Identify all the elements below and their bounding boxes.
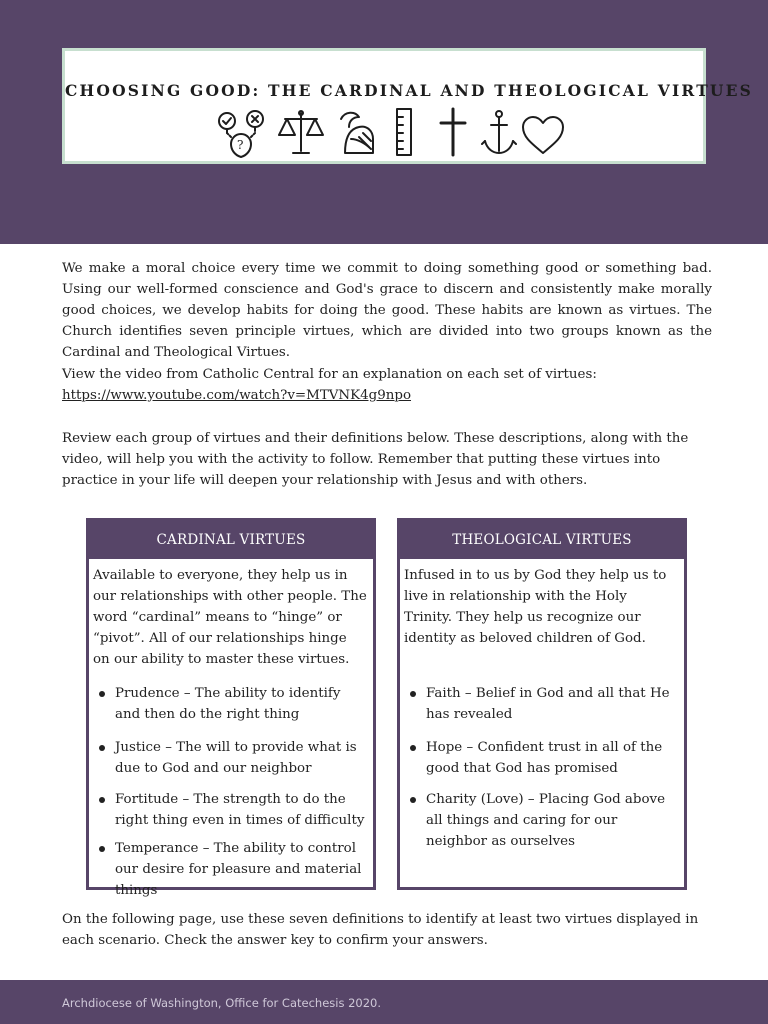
justice-scales-icon xyxy=(279,111,323,153)
page-title: CHOOSING GOOD: THE CARDINAL AND THEOLOGICAL VIRTUES xyxy=(65,81,754,100)
cardinal-virtues-box xyxy=(86,518,376,898)
list-item-hope: Hope – Confident trust in all of the good that God has promised xyxy=(408,737,676,779)
intro-paragraph: We make a moral choice every time we commit to doing something good or something bad. Using our well-formed conscience and God's grace to discern and consistently make morally good choices, we develop habits for doing the good. These habits are known as virtues. The Church identifies seven principle virtues, which are divided into two groups known as the Cardinal and Theological Virtues. xyxy=(62,261,712,360)
video-paragraph xyxy=(62,364,712,406)
list-item-temperance: Temperance – The ability to control our desire for pleasure and material things xyxy=(97,838,365,901)
list-item-fortitude: Fortitude – The strength to do the right thing even in times of difficulty xyxy=(97,789,365,831)
video-link[interactable]: https://www.youtube.com/watch?v=MTVNK4g9npo xyxy=(62,388,412,403)
cardinal-virtues-heading: CARDINAL VIRTUES xyxy=(89,521,373,559)
title-box xyxy=(62,48,754,164)
faith-cross-icon xyxy=(441,109,465,155)
video-text: View the video from Catholic Central for an explanation on each set of virtues: xyxy=(62,367,597,382)
theological-virtues-box xyxy=(397,518,687,890)
fortitude-knight-icon xyxy=(341,113,373,153)
temperance-measure-icon xyxy=(397,109,411,155)
theological-virtues-heading: THEOLOGICAL VIRTUES xyxy=(400,521,684,559)
closing-paragraph: On the following page, use these seven definitions to identify at least two virtues displayed in each scenario. Check the answer key to confirm your answers. xyxy=(62,912,699,948)
list-item-faith: Faith – Belief in God and all that He has revealed xyxy=(408,683,676,725)
charity-heart-icon xyxy=(523,117,563,153)
list-item-prudence: Prudence – The ability to identify and then do the right thing xyxy=(97,683,365,725)
hope-anchor-icon xyxy=(482,111,516,153)
prudence-choice-icon xyxy=(219,111,263,157)
footer-band xyxy=(0,980,768,1024)
header-band xyxy=(0,0,768,244)
virtue-icons-row xyxy=(213,107,573,159)
footer-credit: Archdiocese of Washington, Office for Catechesis 2020. xyxy=(62,996,382,1010)
cardinal-description: Available to everyone, they help us in our relationships with other people. The word “cardinal” means to “hinge” or “pivot”. All of our relationships hinge on our ability to master these virtues. xyxy=(93,568,367,667)
list-item-charity: Charity (Love) – Placing God above all things and caring for our neighbor as ourselves xyxy=(408,789,676,852)
theological-description: Infused in to us by God they help us to live in relationship with the Holy Trinity. They help us recognize our identity as beloved children of God. xyxy=(404,568,667,646)
svg-text:?: ? xyxy=(237,138,244,152)
review-paragraph: Review each group of virtues and their definitions below. These descriptions, along with the video, will help you with the activity to follow. Remember that putting these virtues into practice in your life will deepen your relationship with Jesus and with others. xyxy=(62,431,689,488)
list-item-justice: Justice – The will to provide what is due to God and our neighbor xyxy=(97,737,365,779)
